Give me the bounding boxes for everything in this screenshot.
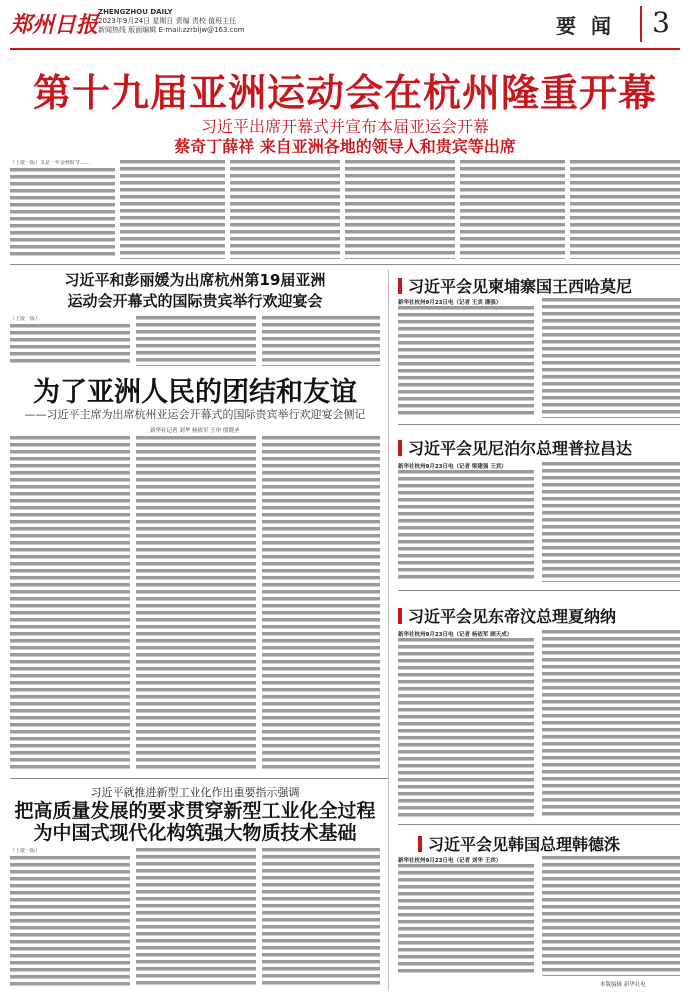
industry-title-line-1: 把高质量发展的要求贯穿新型工业化全过程 xyxy=(14,800,376,822)
lead-body-col-2 xyxy=(120,160,225,259)
lead-opening: （上接一版）又是一年金秋时节…… xyxy=(10,160,90,166)
sidebar-title-timor-leste xyxy=(398,604,680,627)
industry-body-col-3 xyxy=(262,848,380,988)
sidebar-body-col-1 xyxy=(398,306,534,418)
masthead xyxy=(10,6,680,50)
speech-body-col-2 xyxy=(136,436,256,772)
sidebar-title-text: 习近平会见韩国总理韩德洙 xyxy=(428,835,621,854)
sidebar-dateline: 新华社杭州9月23日电（记者 杨依军 顾天成） xyxy=(398,632,513,638)
divider xyxy=(398,824,680,825)
industry-kicker: 习近平就推进新型工业化作出重要指示强调 xyxy=(90,786,300,799)
lead-subhead: 习近平出席开幕式并宣布本届亚运会开幕 xyxy=(200,117,489,136)
sidebar-title-text: 习近平会见柬埔寨国王西哈莫尼 xyxy=(408,277,633,296)
sidebar-dateline: 新华社杭州9月23日电（记者 王宾 潘强） xyxy=(398,300,502,306)
lead-body-col-3 xyxy=(230,160,340,259)
divider xyxy=(10,264,680,265)
english-name: ZHENGZHOU DAILY xyxy=(98,8,173,16)
sidebar-body-col-2 xyxy=(542,630,680,818)
banquet-opening: （上接一版） xyxy=(10,316,41,322)
divider xyxy=(398,424,680,425)
lead-body-col-1 xyxy=(10,168,115,259)
lead-body-col-5 xyxy=(460,160,565,259)
divider xyxy=(10,778,388,779)
sidebar-title-korea xyxy=(418,832,680,855)
editor-note: 本版编辑 新华社电 xyxy=(600,982,646,988)
speech-body-col-3 xyxy=(262,436,380,772)
sidebar-body-col-2 xyxy=(542,298,680,418)
title-bar-icon xyxy=(398,608,402,624)
industry-title-line-2: 为中国式现代化构筑强大物质技术基础 xyxy=(33,822,357,844)
banquet-body-col-1 xyxy=(10,324,130,366)
banquet-title xyxy=(10,270,380,312)
sidebar-title-text: 习近平会见尼泊尔总理普拉昌达 xyxy=(408,439,633,458)
sidebar-body-col-2 xyxy=(542,462,680,582)
contact-info: 新闻热线 版面编辑 E-mail:zzrbljw@163.com xyxy=(98,26,245,34)
industry-body-col-2 xyxy=(136,848,256,988)
sidebar-title-cambodia xyxy=(398,274,680,297)
sidebar-body-col-1 xyxy=(398,864,534,976)
industry-title xyxy=(10,800,380,844)
industry-body-col-1 xyxy=(10,856,130,988)
sidebar-body-col-1 xyxy=(398,638,534,818)
speech-body-col-1 xyxy=(10,436,130,772)
paper-info xyxy=(98,8,245,35)
divider xyxy=(398,590,680,591)
lead-headline: 第十九届亚洲运动会在杭州隆重开幕 xyxy=(32,71,657,115)
speech-subtitle: ——习近平主席为出席杭州亚运会开幕式的国际贵宾举行欢迎宴会侧记 xyxy=(24,408,366,421)
section-name: 要 闻 xyxy=(556,14,615,38)
issue-date: 2023年9月24日 星期日 责编 责校 值班主任 xyxy=(98,17,237,25)
banquet-title-line-2: 运动会开幕式的国际贵宾举行欢迎宴会 xyxy=(67,292,323,310)
sidebar-body-col-1 xyxy=(398,470,534,582)
lead-body-col-6 xyxy=(570,160,680,259)
sidebar-body-col-2 xyxy=(542,856,680,976)
lead-body-col-4 xyxy=(345,160,455,259)
banquet-body-col-2 xyxy=(136,316,256,366)
sidebar-title-text: 习近平会见东帝汶总理夏纳纳 xyxy=(408,607,617,626)
banquet-title-line-1: 习近平和彭丽媛为出席杭州第19届亚洲 xyxy=(64,271,326,289)
title-bar-icon xyxy=(398,278,402,294)
banquet-body-col-3 xyxy=(262,316,380,366)
newspaper-logo: 郑州日报 xyxy=(10,12,99,38)
page-number: 3 xyxy=(640,6,680,42)
speech-title: 为了亚洲人民的团结和友谊 xyxy=(33,377,357,408)
title-bar-icon xyxy=(398,440,402,456)
title-bar-icon xyxy=(418,836,422,852)
column-divider xyxy=(388,270,389,990)
sidebar-dateline: 新华社杭州9月23日电（记者 刘华 王宾） xyxy=(398,858,502,864)
speech-byline: 新华社记者 刘华 杨依军 王申 殷晓圣 xyxy=(150,428,240,434)
sidebar-dateline: 新华社杭州9月23日电（记者 梁建强 王宾） xyxy=(398,464,507,470)
sidebar-title-nepal xyxy=(398,436,680,459)
industry-opening: （上接一版） xyxy=(10,848,41,854)
lead-subhead-2: 蔡奇丁薛祥 来自亚洲各地的领导人和贵宾等出席 xyxy=(174,137,516,156)
